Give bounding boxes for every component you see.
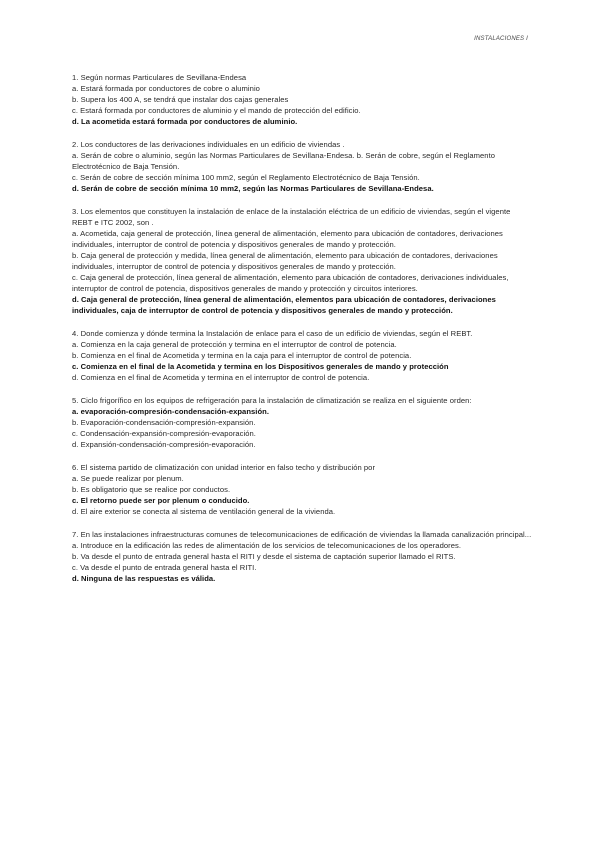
answer-option: a. Estará formada por conductores de cobre o aluminio: [72, 84, 260, 93]
question-list: [72, 72, 532, 596]
answer-option: a. Introduce en la edificación las redes de alimentación de los servicios de telecomunicaciones de los operadores.: [72, 541, 461, 550]
answer-option: d. El aire exterior se conecta al sistema de ventilación general de la vivienda.: [72, 507, 336, 516]
question-text: 4. Donde comienza y dónde termina la Instalación de enlace para el caso de un edificio de viviendas, según el REBT.: [72, 329, 473, 338]
answer-option: a. Comienza en la caja general de protección y termina en el interruptor de control de potencia.: [72, 340, 397, 349]
answer-option: b. Supera los 400 A, se tendrá que instalar dos cajas generales: [72, 95, 289, 104]
answer-option: b. Va desde el punto de entrada general hasta el RITI y desde el sistema de captación superior llamado el RITS.: [72, 552, 456, 561]
answer-option: d. Comienza en el final de Acometida y termina en el interruptor de control de potencia.: [72, 373, 370, 382]
question-4: [72, 328, 532, 383]
question-7: [72, 529, 532, 584]
answer-option: a. Serán de cobre o aluminio, según las Normas Particulares de Sevillana-Endesa. b. Serán de cobre, según el Reglamento Electrotécnico de Baja Tensión.: [72, 151, 496, 171]
answer-option: c. Estará formada por conductores de aluminio y el mando de protección del edificio.: [72, 106, 361, 115]
page-header: INSTALACIONES I: [474, 36, 528, 42]
answer-option: a. Se puede realizar por plenum.: [72, 474, 184, 483]
correct-answer: d. Caja general de protección, línea general de alimentación, elementos para ubicación de contadores, derivaciones individuales, caja de interruptor de control de potencia y dispositivos generales de mando y protección.: [72, 295, 496, 315]
answer-option: c. Condensación-expansión-compresión-evaporación.: [72, 429, 256, 438]
question-5: [72, 395, 532, 450]
answer-option: b. Es obligatorio que se realice por conductos.: [72, 485, 231, 494]
question-text: 6. El sistema partido de climatización con unidad interior en falso techo y distribución por: [72, 463, 376, 472]
question-1: [72, 72, 532, 127]
question-text: 5. Ciclo frigorífico en los equipos de refrigeración para la instalación de climatización se realiza en el siguiente orden:: [72, 396, 472, 405]
answer-option: a. Acometida, caja general de protección, línea general de alimentación, elemento para ubicación de contadores, derivaciones individuales, interruptor de control de potencia y dispositivos generales de mando y protección.: [72, 229, 503, 249]
correct-answer: d. Ninguna de las respuestas es válida.: [72, 574, 216, 583]
question-text: 1. Según normas Particulares de Sevillana-Endesa: [72, 73, 247, 82]
question-text: 7. En las instalaciones infraestructuras comunes de telecomunicaciones de edificación de viviendas la llamada canalización principal...: [72, 530, 532, 539]
answer-option: b. Evaporación-condensación-compresión-expansión.: [72, 418, 256, 427]
correct-answer: c. Comienza en el final de la Acometida y termina en los Dispositivos generales de mando y protección: [72, 362, 449, 371]
answer-option: c. Caja general de protección, línea general de alimentación, elemento para ubicación de contadores, derivaciones individuales, interruptor de control de potencia, dispositivos generales de mando y protección y circuitos interiores.: [72, 273, 509, 293]
answer-option: b. Caja general de protección y medida, línea general de alimentación, elemento para ubicación de contadores, derivaciones individuales, interruptor de control de potencia y dispositivos generales de mando y protección.: [72, 251, 498, 271]
correct-answer: d. La acometida estará formada por conductores de aluminio.: [72, 117, 298, 126]
answer-option: c. Serán de cobre de sección mínima 100 mm2, según el Reglamento Electrotécnico de Baja Tensión.: [72, 173, 420, 182]
question-3: [72, 206, 532, 316]
question-2: [72, 139, 532, 194]
question-6: [72, 462, 532, 517]
answer-option: c. Va desde el punto de entrada general hasta el RITI.: [72, 563, 257, 572]
correct-answer: d. Serán de cobre de sección mínima 10 mm2, según las Normas Particulares de Sevillana-Endesa.: [72, 184, 434, 193]
answer-option: b. Comienza en el final de Acometida y termina en la caja para el interruptor de control de potencia.: [72, 351, 412, 360]
answer-option: d. Expansión-condensación-compresión-evaporación.: [72, 440, 256, 449]
correct-answer: c. El retorno puede ser por plenum o conducido.: [72, 496, 250, 505]
correct-answer: a. evaporación-compresión-condensación-expansión.: [72, 407, 269, 416]
question-text: 2. Los conductores de las derivaciones individuales en un edificio de viviendas .: [72, 140, 345, 149]
question-text: 3. Los elementos que constituyen la instalación de enlace de la instalación eléctrica de un edificio de viviendas, según el vigente REBT e ITC 2002, son .: [72, 207, 511, 227]
